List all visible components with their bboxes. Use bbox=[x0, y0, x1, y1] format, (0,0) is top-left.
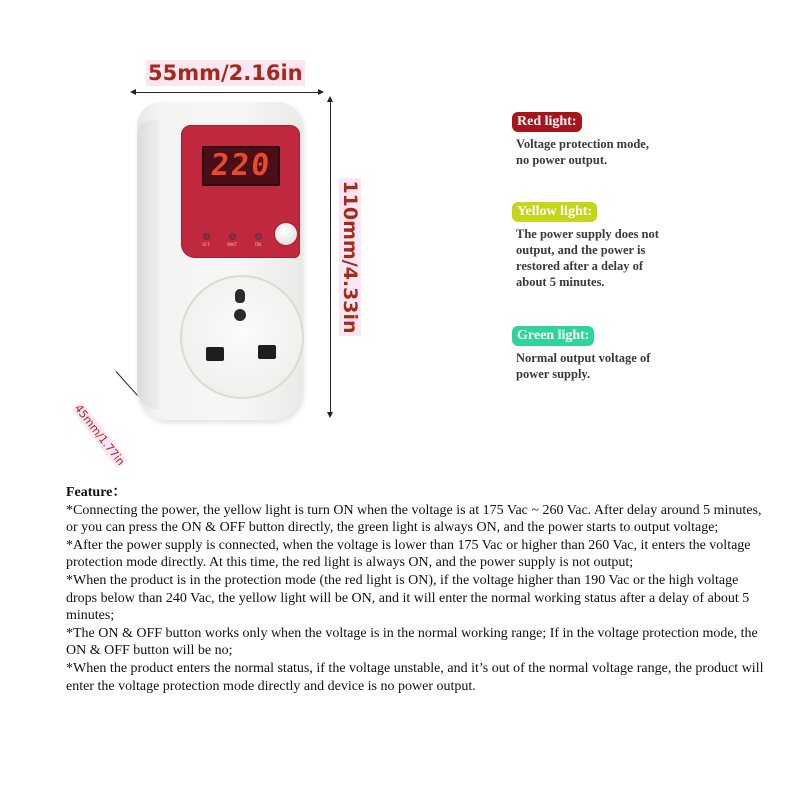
depth-dimension-label: 45mm/1.77in bbox=[71, 402, 128, 469]
led-icon bbox=[203, 233, 210, 240]
height-dimension-label: 110mm/4.33in bbox=[339, 180, 361, 334]
width-dimension-arrow bbox=[132, 92, 322, 93]
arrow-up-icon bbox=[327, 96, 333, 102]
arrow-left-icon bbox=[130, 89, 136, 95]
legend-green bbox=[512, 326, 650, 382]
green-light-badge: Green light: bbox=[512, 326, 594, 346]
voltage-display bbox=[202, 146, 280, 186]
feature-item: *When the product is in the protection mode (the red light is ON), if the voltage higher than 190 Vac or the high voltage drops below than 240 Vac, the yellow light will be ON, and it will enter the normal working status after a delay of about 5 minutes; bbox=[66, 572, 750, 624]
feature-item: *After the power supply is connected, when the voltage is lower than 175 Vac or higher than 260 Vac, it enters the voltage protection mode directly. At this time, the red light is always ON, and the power supply is not output; bbox=[66, 537, 751, 571]
arrow-down-icon bbox=[327, 412, 333, 418]
right-pin-slot-icon bbox=[258, 345, 276, 359]
round-pin-hole-icon bbox=[234, 309, 246, 321]
indicator-wait: WAIT bbox=[224, 233, 240, 247]
green-light-description: Normal output voltage of power supply. bbox=[516, 351, 651, 381]
feature-item: *When the product enters the normal status, if the voltage unstable, and it’s out of the normal voltage range, the product will enter the voltage protection mode directly and device is no power output. bbox=[66, 660, 764, 694]
legend-red bbox=[512, 112, 649, 168]
display-digits: 220 bbox=[209, 148, 273, 183]
led-icon bbox=[229, 233, 236, 240]
legend-yellow bbox=[512, 202, 659, 290]
device-side-shading bbox=[137, 120, 159, 410]
height-dimension-arrow bbox=[330, 98, 331, 416]
feature-item: *Connecting the power, the yellow light is turn ON when the voltage is at 175 Vac ~ 260 Vac. After delay around 5 minutes, or you can press the ON & OFF button directly, the green light is always ON, and the power starts to output voltage; bbox=[66, 502, 762, 536]
earth-pin-hole-icon bbox=[235, 289, 245, 303]
indicator-off: OFF bbox=[198, 233, 214, 247]
yellow-light-description: The power supply does not output, and the power is restored after a delay of about 5 minutes. bbox=[516, 227, 659, 289]
left-pin-slot-icon bbox=[206, 347, 224, 361]
red-light-description: Voltage protection mode, no power output. bbox=[516, 137, 649, 167]
feature-section bbox=[66, 484, 766, 695]
yellow-light-badge: Yellow light: bbox=[512, 202, 597, 222]
feature-item: *The ON & OFF button works only when the voltage is in the normal working range; If in the voltage protection mode, the ON & OFF button will be no; bbox=[66, 625, 758, 659]
red-light-badge: Red light: bbox=[512, 112, 582, 132]
universal-socket bbox=[180, 275, 304, 399]
arrow-right-icon bbox=[318, 89, 324, 95]
on-off-button bbox=[275, 223, 297, 245]
led-icon bbox=[255, 233, 262, 240]
indicator-lights bbox=[198, 233, 266, 247]
feature-title: Feature： bbox=[66, 485, 127, 500]
indicator-on: ON bbox=[250, 233, 266, 247]
width-dimension-label: 55mm/2.16in bbox=[148, 61, 303, 85]
